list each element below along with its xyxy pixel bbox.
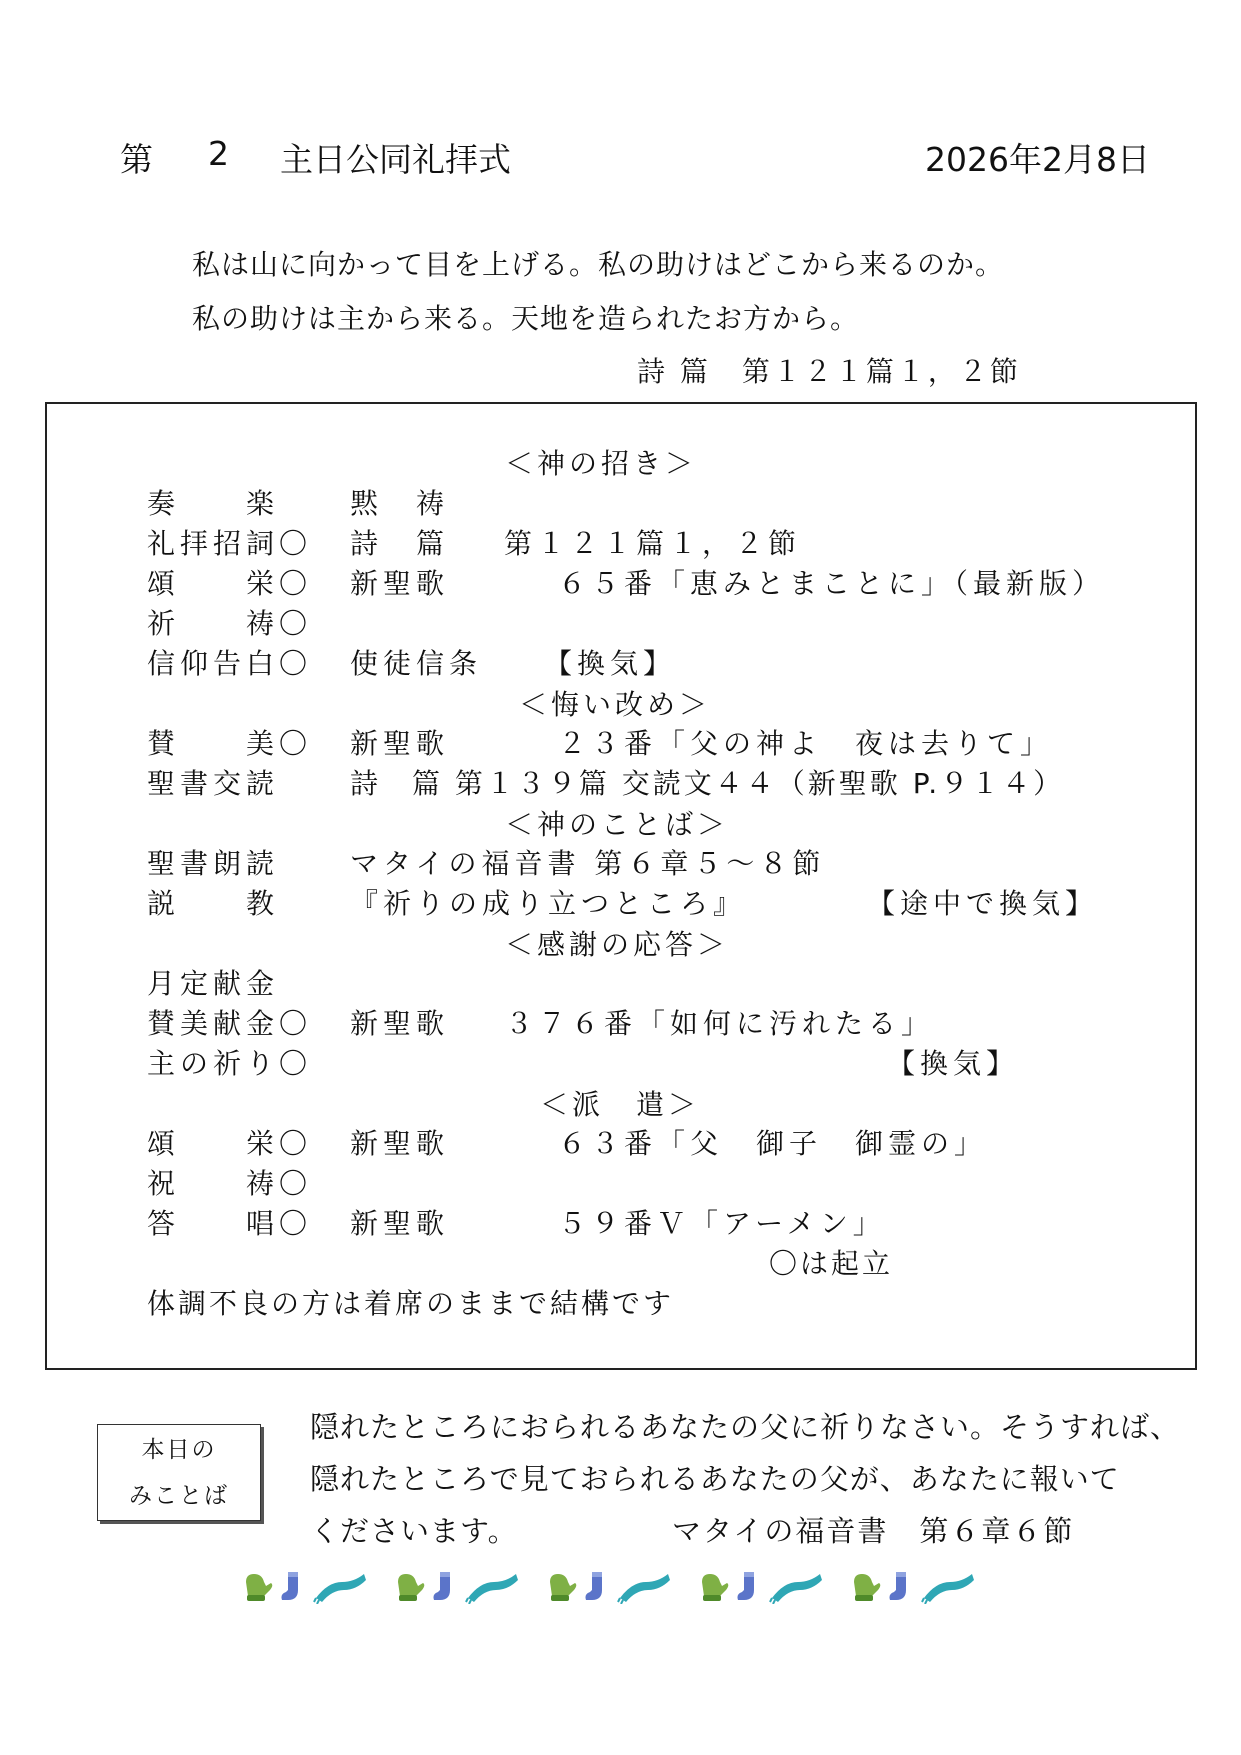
row-label: 祈 祷〇 <box>147 607 313 640</box>
row-label: 聖書朗読 <box>147 847 280 880</box>
row-detail: 第１２１篇１，２節 <box>504 527 802 560</box>
scarf-icon <box>768 1568 824 1608</box>
page-title: 主日公同礼拝式 <box>280 140 511 179</box>
todays-word-reference: マタイの福音書 第６章６節 <box>672 1514 1075 1548</box>
section-word-of-god: ＜神のことば＞ <box>505 808 730 841</box>
sermon-title: 『祈りの成り立つところ』 <box>350 887 747 920</box>
section-response: ＜感謝の応答＞ <box>505 928 730 961</box>
row-detail: ２３番「父の神よ 夜は去りて」 <box>525 727 1054 760</box>
row-source: 使徒信条 <box>350 647 483 680</box>
row-label: 主の祈り〇 <box>147 1047 313 1080</box>
mitten-icon <box>392 1568 428 1608</box>
row-detail: ６３番「父 御子 御霊の」 <box>525 1127 988 1160</box>
todays-word-line-2: 隠れたところで見ておられるあなたの父が、あなたに報いて <box>310 1462 1120 1496</box>
row-source: 黙 祷 <box>350 487 450 520</box>
section-sending: ＜派 遣＞ <box>540 1088 701 1121</box>
mitten-icon <box>240 1568 276 1608</box>
row-detail: 【換気】 <box>525 647 677 680</box>
row-source: 詩 篇 第１３９篇 交読文４４（新聖歌 P.９１４） <box>350 767 1065 800</box>
verse-reference: 詩 篇 第１２１篇１，２節 <box>637 355 1021 388</box>
row-source: 新聖歌 <box>350 567 450 600</box>
row-label: 賛美献金〇 <box>147 1007 313 1040</box>
mitten-icon <box>848 1568 884 1608</box>
row-label: 頌 栄〇 <box>147 1127 313 1160</box>
row-source: 新聖歌 <box>350 1127 450 1160</box>
row-source: 詩 篇 <box>350 527 450 560</box>
row-detail: ６５番「恵みとまことに」（最新版） <box>525 567 1106 600</box>
row-source: 新聖歌 <box>350 1007 450 1040</box>
row-label: 礼拝招詞〇 <box>147 527 313 560</box>
mitten-icon <box>544 1568 580 1608</box>
row-detail: ３７６番「如何に汚れたる」 <box>505 1007 935 1040</box>
row-detail: ５９番Ｖ「アーメン」 <box>525 1207 886 1240</box>
row-label: 祝 祷〇 <box>147 1167 313 1200</box>
sock-icon <box>886 1568 916 1608</box>
section-call-to-worship: ＜神の招き＞ <box>505 447 698 480</box>
row-detail: 【途中で換気】 <box>867 887 1099 920</box>
row-label: 頌 栄〇 <box>147 567 313 600</box>
service-number-prefix: 第 <box>120 140 153 179</box>
sock-icon <box>734 1568 764 1608</box>
row-label: 奏 楽 <box>147 487 280 520</box>
winter-decoration-row <box>240 1566 1040 1610</box>
row-source: 新聖歌 <box>350 1207 450 1240</box>
row-detail: 【換気】 <box>887 1047 1020 1080</box>
mitten-icon <box>696 1568 732 1608</box>
row-label: 答 唱〇 <box>147 1207 313 1240</box>
todays-word-label-line-2: みことば <box>129 1483 229 1509</box>
todays-word-line-3: くださいます。 <box>310 1514 518 1548</box>
service-date: 2026年2月8日 <box>925 140 1150 179</box>
scarf-icon <box>616 1568 672 1608</box>
sock-icon <box>582 1568 612 1608</box>
sock-icon <box>430 1568 460 1608</box>
scarf-icon <box>920 1568 976 1608</box>
row-label: 聖書交読 <box>147 767 280 800</box>
section-repentance: ＜悔い改め＞ <box>519 688 712 721</box>
row-label: 賛 美〇 <box>147 727 313 760</box>
service-number: 2 <box>208 134 229 173</box>
row-source: マタイの福音書 第６章５～８節 <box>350 847 826 880</box>
scarf-icon <box>312 1568 368 1608</box>
standing-note: 〇は起立 <box>769 1247 894 1280</box>
todays-word-line-1: 隠れたところにおられるあなたの父に祈りなさい。そうすれば、 <box>310 1410 1181 1444</box>
scarf-icon <box>464 1568 520 1608</box>
health-note: 体調不良の方は着席のままで結構です <box>147 1287 675 1320</box>
verse-line-1: 私は山に向かって目を上げる。私の助けはどこから来るのか。 <box>192 248 1005 281</box>
row-label: 信仰告白〇 <box>147 647 313 680</box>
row-label: 月定献金 <box>147 967 280 1000</box>
order-of-service <box>45 402 1197 1370</box>
todays-word-label <box>97 1424 261 1521</box>
row-label: 説 教 <box>147 887 280 920</box>
todays-word-label-line-1: 本日の <box>141 1437 217 1463</box>
row-source: 新聖歌 <box>350 727 450 760</box>
verse-line-2: 私の助けは主から来る。天地を造られたお方から。 <box>192 302 860 335</box>
sock-icon <box>278 1568 308 1608</box>
